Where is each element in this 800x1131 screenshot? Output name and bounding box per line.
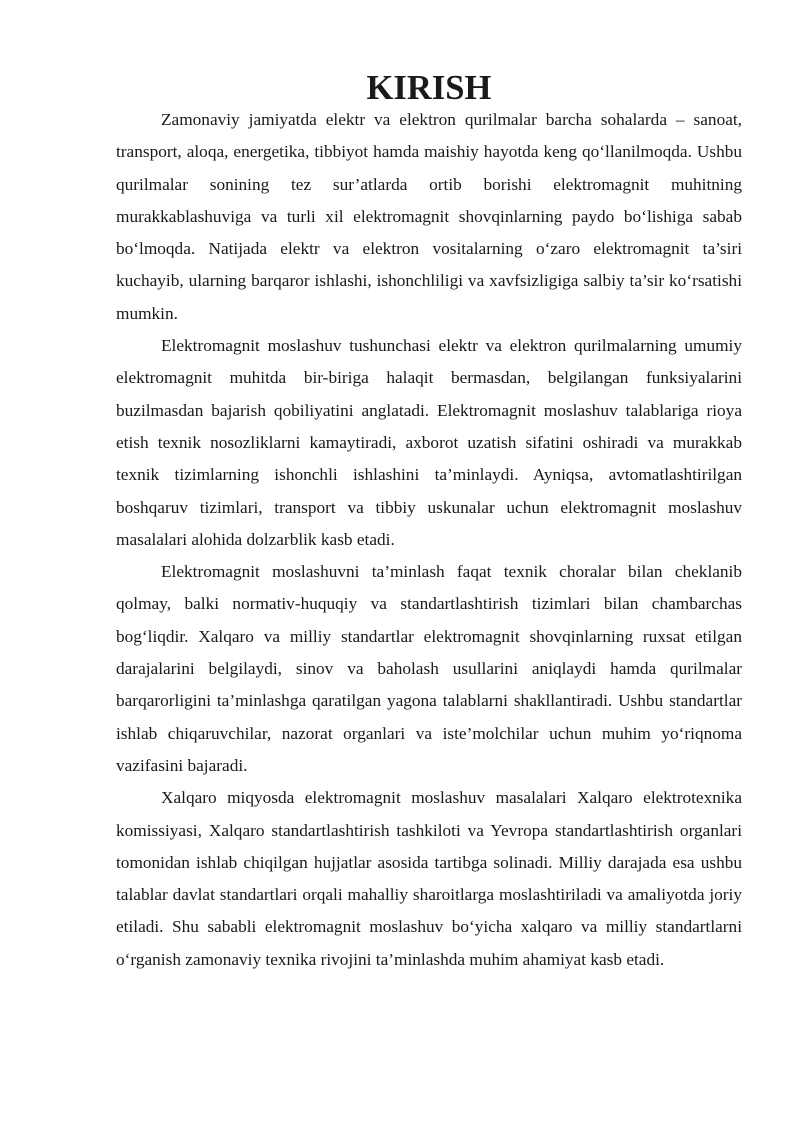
paragraph-4: Xalqaro miqyosda elektromagnit moslashuv masalalari Xalqaro elektrotexnika komissiyasi, Xalqaro standartlashtirish tashkiloti va Yevropa standartlashtirish organlari tomonidan ishlab chiqilgan hujjatlar asosida tartibga solinadi. Milliy darajada esa ushbu talablar davlat standartlari orqali mahalliy sharoitlarga moslashtiriladi va amaliyotda joriy etiladi. Shu sababli elektromagnit moslashuv bo‘yicha xalqaro va milliy standartlarni o‘rganish zamonaviy texnika rivojini ta’minlashda muhim ahamiyat kasb etadi. [116, 788, 742, 969]
paragraph-2: Elektromagnit moslashuv tushunchasi elektr va elektron qurilmalarning umumiy elektromagnit muhitda bir-biriga halaqit bermasdan, belgilangan funksiyalarini buzilmasdan bajarish qobiliyatini anglatadi. Elektromagnit moslashuv talablariga rioya etish texnik nosozliklarni kamaytiradi, axborot uzatish sifatini oshiradi va murakkab texnik tizimlarning ishonchli ishlashini ta’minlaydi. Ayniqsa, avtomatlashtirilgan boshqaruv tizimlari, transport va tibbiy uskunalar uchun elektromagnit moslashuv masalalari alohida dolzarblik kasb etadi. [116, 336, 742, 549]
paragraph-3: Elektromagnit moslashuvni ta’minlash faqat texnik choralar bilan cheklanib qolmay, balki normativ-huquqiy va standartlashtirish tizimlari bilan chambarchas bog‘liqdir. Xalqaro va milliy standartlar elektromagnit shovqinlarning ruxsat etilgan darajalarini belgilaydi, sinov va baholash usullarini aniqlaydi hamda qurilmalar barqarorligini ta’minlashga qaratilgan yagona talablarni shakllantiradi. Ushbu standartlar ishlab chiqaruvchilar, nazorat organlari va iste’molchilar uchun muhim yo‘riqnoma vazifasini bajaradi. [116, 562, 742, 775]
page-title: KIRISH [366, 69, 492, 107]
page-content [116, 69, 742, 976]
paragraph-1: Zamonaviy jamiyatda elektr va elektron qurilmalar barcha sohalarda – sanoat, transport, aloqa, energetika, tibbiyot hamda maishiy hayotda keng qo‘llanilmoqda. Ushbu qurilmalar sonining tez sur’atlarda ortib borishi elektromagnit muhitning murakkablashuviga va turli xil elektromagnit shovqinlarning paydo bo‘lishiga sabab bo‘lmoqda. Natijada elektr va elektron vositalarning o‘zaro elektromagnit ta’siri kuchayib, ularning barqaror ishlashi, ishonchliligi va xavfsizligiga salbiy ta’sir ko‘rsatishi mumkin. [116, 110, 742, 323]
